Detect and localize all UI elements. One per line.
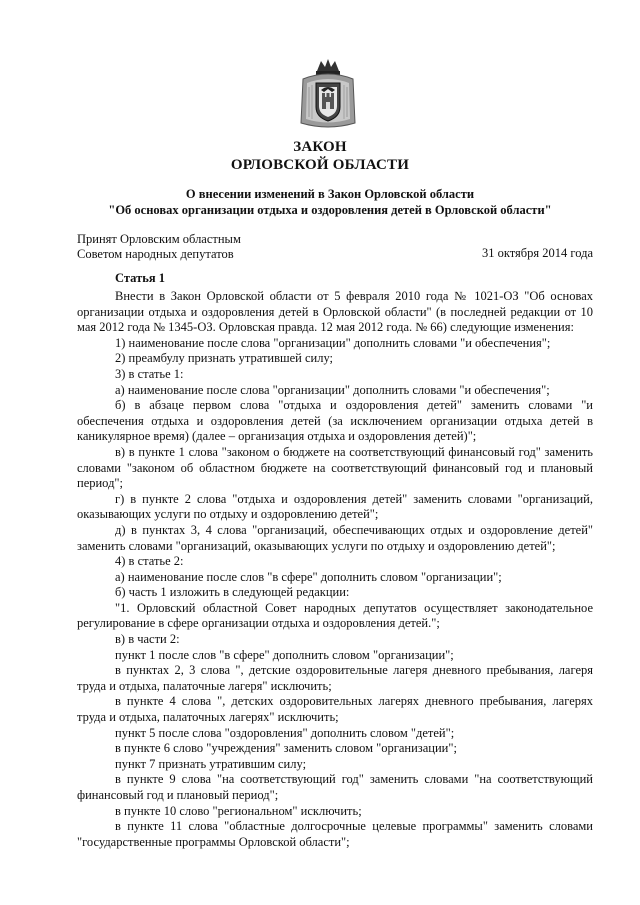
article-paragraph: пункт 1 после слов "в сфере" дополнить словом "организации"; [115,647,454,662]
article-paragraph: б) часть 1 изложить в следующей редакции: [115,585,350,600]
article-paragraph: 2) преамбулу признать утратившей силу; [115,351,334,366]
adoption-date: 31 октября 2014 года [481,246,593,260]
article-paragraph: в пункте 11 слова "областные долгосрочные целевые программы" заменить словами "государственные программы Орловской области"; [77,819,593,849]
article-paragraph: пункт 7 признать утратившим силу; [115,756,307,771]
article-paragraph: г) в пункте 2 слова "отдыха и оздоровления детей" заменить словами "организаций, оказывающих услуги по отдыху и оздоровлению детей"; [77,491,593,522]
adoption-line1: Принят Орловским областным [77,232,241,246]
article-paragraph: в) в части 2: [115,632,180,647]
document-title-line1: ЗАКОН [293,139,347,155]
article-heading: Статья 1 [115,271,165,285]
article-paragraph: пункт 5 после слова "оздоровления" дополнить словом "детей"; [115,725,455,740]
article-paragraph: д) в пунктах 3, 4 слова "организаций, обеспечивающих отдых и оздоровление детей" заменить словами "организаций, оказывающих услуги по отдыху и оздоровлению детей"; [77,522,593,553]
article-paragraph: 4) в статье 2: [115,554,184,569]
adoption-line2: Советом народных депутатов [77,247,234,261]
article-paragraph: 3) в статье 1: [115,366,184,381]
coat-of-arms-emblem [299,57,357,131]
article-paragraph: Внести в Закон Орловской области от 5 февраля 2010 года № 1021-ОЗ "Об основах организации отдыха и оздоровления детей в Орловской области" (в последней редакции от 10 мая 2012 года № 1345-ОЗ. Орловская правда. 12 мая 2012 года. № 66) следующие изменения: [77,289,593,335]
article-paragraph: б) в абзаце первом слова "отдыха и оздоровления детей" заменить словами "и обеспечения отдыха и оздоровления детей (за исключением организации отдыха детей в каникулярное время) (далее – организация отдыха и оздоровления детей)"; [77,398,593,444]
article-paragraph: в пункте 4 слова ", детских оздоровительных лагерях дневного пребывания, лагерях труда и отдыха, палаточных лагерях" исключить; [77,694,593,725]
article-paragraph: в пункте 10 слово "региональном" исключить; [115,803,362,818]
document-subtitle-line1: О внесении изменений в Закон Орловской области [185,187,475,201]
article-paragraph: в пунктах 2, 3 слова ", детские оздоровительные лагеря дневного пребывания, лагеря труда и отдыха, палаточные лагеря" исключить; [77,663,593,693]
article-body [77,289,593,850]
article-paragraph: в пункте 6 слово "учреждения" заменить словом "организации"; [115,741,457,756]
document-title-line2: ОРЛОВСКОЙ ОБЛАСТИ [230,157,410,173]
article-paragraph: в пункте 9 слова "на соответствующий год" заменить словами "на соответствующий финансовый год и плановый период"; [77,772,593,802]
article-paragraph: а) наименование после слов "в сфере" дополнить словом "организации"; [115,569,502,584]
document-subtitle-line2: "Об основах организации отдыха и оздоровления детей в Орловской области" [108,203,552,217]
article-paragraph: а) наименование после слова "организации" дополнить словами "и обеспечения"; [115,382,550,397]
article-paragraph: 1) наименование после слова "организации" дополнить словами "и обеспечения"; [115,335,551,350]
article-paragraph: "1. Орловский областной Совет народных депутатов осуществляет законодательное регулирование в сфере организации отдыха и оздоровления детей."; [77,600,593,631]
article-paragraph: в) в пункте 1 слова "законом о бюджете на соответствующий финансовый год" заменить словами "законом об областном бюджете на соответствующий финансовый год и плановый период"; [77,444,593,491]
